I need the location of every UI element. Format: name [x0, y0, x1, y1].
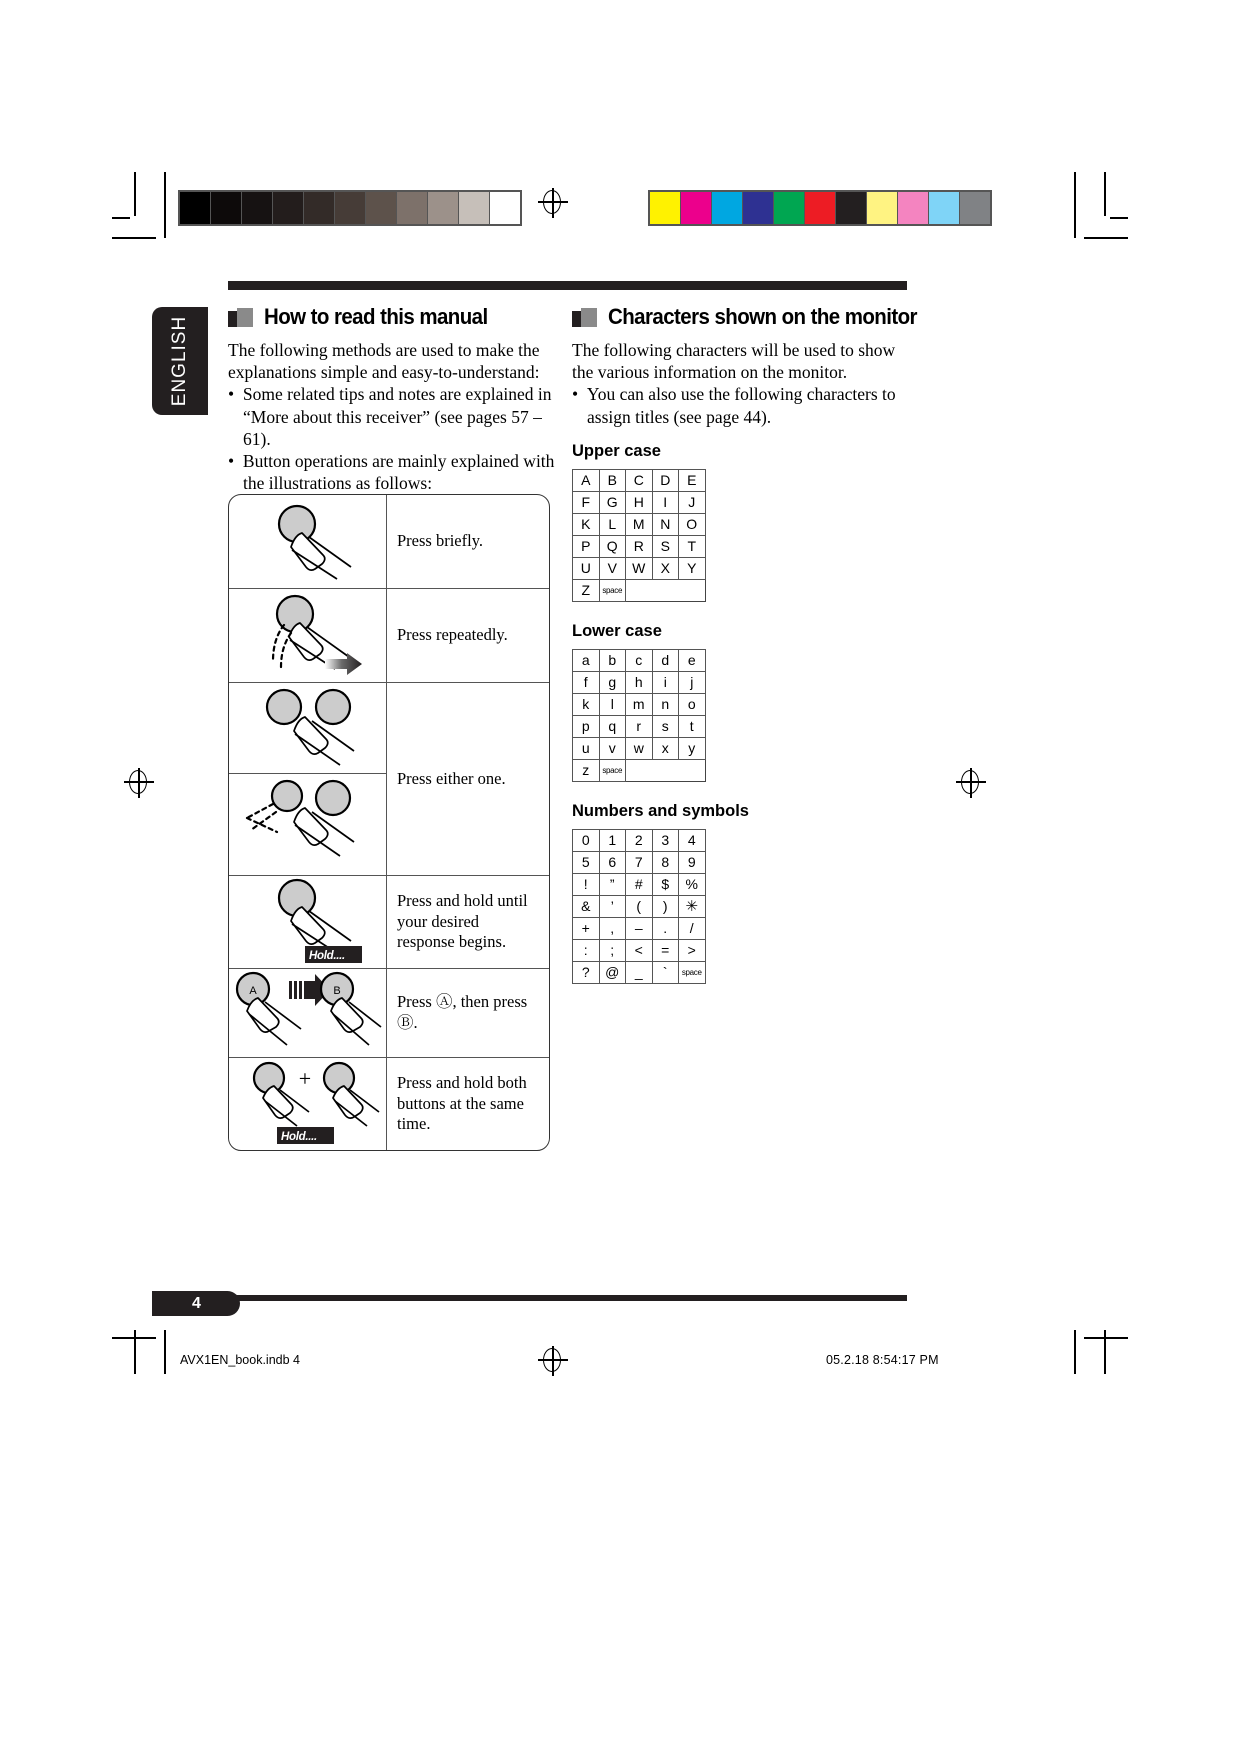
character-cell: i — [652, 671, 679, 693]
character-cell: _ — [626, 961, 653, 983]
hold-badge-label: Hold.... — [309, 950, 345, 962]
upper-case-block — [572, 442, 902, 602]
calibration-swatch — [490, 192, 520, 224]
press-either-one-illustration-b — [229, 774, 386, 864]
illustration-caption-cell — [387, 495, 549, 588]
crop-mark-tr-v2 — [1074, 172, 1076, 238]
character-cell: z — [573, 759, 600, 781]
table-row — [573, 939, 706, 961]
character-cell: ` — [652, 961, 679, 983]
right-bullet-list — [572, 383, 902, 427]
section-marker-icon — [228, 308, 253, 327]
character-cell: b — [599, 649, 626, 671]
character-cell: ” — [599, 873, 626, 895]
character-cell: 3 — [652, 829, 679, 851]
press-either-one-illustration-a — [229, 683, 386, 774]
character-cell: . — [652, 917, 679, 939]
press-a-then-b-illustration — [229, 969, 386, 1057]
calibration-swatch — [867, 192, 897, 224]
character-cell: F — [573, 491, 600, 513]
character-cell: 7 — [626, 851, 653, 873]
table-row — [573, 535, 706, 557]
character-cell: B — [599, 469, 626, 491]
calibration-swatch — [428, 192, 458, 224]
character-cell: C — [626, 469, 653, 491]
upper-case-grid — [572, 469, 706, 602]
group-title: Numbers and symbols — [572, 801, 749, 820]
character-cell: = — [652, 939, 679, 961]
character-cell: e — [679, 649, 706, 671]
character-cell: S — [652, 535, 679, 557]
illustration-caption-cell — [387, 1058, 549, 1150]
crop-mark-br-v2 — [1074, 1330, 1076, 1374]
table-row — [573, 759, 706, 781]
character-cell: ✳ — [679, 895, 706, 917]
calibration-swatch — [681, 192, 711, 224]
calibration-swatch — [960, 192, 990, 224]
character-cell: 4 — [679, 829, 706, 851]
crop-mark-bl-h — [112, 1337, 156, 1339]
character-cell: D — [652, 469, 679, 491]
press-briefly-illustration — [229, 495, 386, 588]
table-row — [573, 715, 706, 737]
character-cell: o — [679, 693, 706, 715]
character-cell: M — [626, 513, 653, 535]
illustration-cell — [229, 1058, 387, 1150]
character-cell: ) — [652, 895, 679, 917]
character-cell: p — [573, 715, 600, 737]
table-row — [573, 469, 706, 491]
character-cell: L — [599, 513, 626, 535]
list-item: • Button operations are mainly explained with the illustrations as follows: — [228, 450, 558, 494]
character-cell: k — [573, 693, 600, 715]
character-cell: : — [573, 939, 600, 961]
crop-mark-br-h — [1084, 1337, 1128, 1339]
character-cell: > — [679, 939, 706, 961]
character-cell: q — [599, 715, 626, 737]
character-cell: + — [573, 917, 600, 939]
illustration-cell — [229, 495, 387, 588]
character-cell: g — [599, 671, 626, 693]
crop-mark-tl-v2 — [164, 172, 166, 238]
character-cell: @ — [599, 961, 626, 983]
character-cell-empty — [652, 579, 679, 601]
character-cell: O — [679, 513, 706, 535]
section-marker-icon — [572, 308, 597, 327]
press-and-hold-both-illustration — [229, 1058, 386, 1150]
calibration-swatch — [712, 192, 742, 224]
registration-mark-left — [126, 770, 152, 796]
character-cell: m — [626, 693, 653, 715]
grayscale-calibration-bar — [178, 190, 522, 226]
table-row — [573, 873, 706, 895]
table-row — [573, 851, 706, 873]
character-cell: A — [573, 469, 600, 491]
crop-mark-tl-h — [112, 237, 156, 239]
character-cell: V — [599, 557, 626, 579]
character-cell: P — [573, 535, 600, 557]
right-intro-text: The following characters will be used to show the various information on the monitor. — [572, 340, 896, 383]
character-cell: – — [626, 917, 653, 939]
right-column — [572, 304, 917, 1004]
character-cell: & — [573, 895, 600, 917]
character-cell: j — [679, 671, 706, 693]
crop-mark-tr-h — [1084, 237, 1128, 239]
caption: Press and hold both buttons at the same time. — [397, 1072, 527, 1134]
right-section-title: Characters shown on the monitor — [608, 304, 917, 329]
registration-mark-top — [540, 190, 566, 216]
calibration-swatch — [929, 192, 959, 224]
calibration-swatch — [180, 192, 210, 224]
list-item: • Some related tips and notes are explained in “More about this receiver” (see pages 57 – 61). — [228, 383, 558, 450]
table-row — [573, 513, 706, 535]
calibration-swatch — [805, 192, 835, 224]
page-number: 4 — [192, 1294, 201, 1312]
character-cell: 6 — [599, 851, 626, 873]
left-bullet-list — [228, 383, 558, 494]
color-calibration-bar — [648, 190, 992, 226]
character-cell: X — [652, 557, 679, 579]
character-cell: f — [573, 671, 600, 693]
table-row — [229, 683, 549, 876]
illustration-caption-cell — [387, 683, 549, 875]
character-cell: 5 — [573, 851, 600, 873]
top-rule — [228, 281, 907, 290]
calibration-swatch — [774, 192, 804, 224]
bottom-rule — [228, 1295, 907, 1301]
illustration-caption-cell — [387, 589, 549, 682]
character-cell: Q — [599, 535, 626, 557]
character-cell-empty — [626, 759, 653, 781]
character-cell: w — [626, 737, 653, 759]
character-cell: 0 — [573, 829, 600, 851]
character-cell: 9 — [679, 851, 706, 873]
character-cell: J — [679, 491, 706, 513]
calibration-swatch — [366, 192, 396, 224]
character-cell: Y — [679, 557, 706, 579]
character-cell: Z — [573, 579, 600, 601]
character-cell: c — [626, 649, 653, 671]
calibration-swatch — [650, 192, 680, 224]
character-cell: t — [679, 715, 706, 737]
table-row — [229, 1058, 549, 1150]
illustration-caption-cell — [387, 969, 549, 1057]
table-row — [573, 961, 706, 983]
caption: Press Ⓐ, then press Ⓑ. — [397, 992, 528, 1032]
character-cell: T — [679, 535, 706, 557]
character-cell-space: space — [599, 579, 626, 601]
illustration-cell-group — [229, 683, 387, 875]
left-column — [228, 304, 558, 495]
character-cell: a — [573, 649, 600, 671]
calibration-swatch — [836, 192, 866, 224]
character-cell: r — [626, 715, 653, 737]
page-number-badge — [152, 1291, 240, 1316]
character-cell: / — [679, 917, 706, 939]
character-cell: K — [573, 513, 600, 535]
calibration-swatch — [335, 192, 365, 224]
crop-mark-tr-v — [1104, 172, 1106, 216]
character-cell: , — [599, 917, 626, 939]
illustration-cell — [229, 969, 387, 1057]
caption: Press repeatedly. — [397, 625, 508, 645]
calibration-swatch — [397, 192, 427, 224]
table-row — [229, 969, 549, 1058]
table-row — [229, 589, 549, 683]
character-cell: u — [573, 737, 600, 759]
table-row — [573, 895, 706, 917]
registration-mark-right — [958, 770, 984, 796]
right-section-header — [572, 304, 917, 330]
table-row — [573, 649, 706, 671]
left-section-header — [228, 304, 558, 330]
character-cell-empty — [652, 759, 679, 781]
character-cell: < — [626, 939, 653, 961]
character-cell-space: space — [679, 961, 706, 983]
table-row — [229, 876, 549, 969]
illustration-cell — [229, 876, 387, 968]
button-a-label: A — [249, 985, 257, 997]
group-title: Upper case — [572, 441, 661, 460]
hold-badge-label: Hold.... — [281, 1131, 317, 1143]
crop-mark-bl-v2 — [164, 1330, 166, 1374]
calibration-swatch — [898, 192, 928, 224]
calibration-swatch — [304, 192, 334, 224]
character-cell: v — [599, 737, 626, 759]
character-cell: $ — [652, 873, 679, 895]
table-row — [573, 557, 706, 579]
plus-symbol: + — [298, 1066, 312, 1091]
calibration-swatch — [273, 192, 303, 224]
table-row — [573, 693, 706, 715]
character-cell: ! — [573, 873, 600, 895]
character-cell: # — [626, 873, 653, 895]
character-cell: x — [652, 737, 679, 759]
lower-case-block — [572, 622, 902, 782]
footer-filename: AVX1EN_book.indb 4 — [180, 1353, 300, 1367]
character-cell: W — [626, 557, 653, 579]
table-row — [573, 829, 706, 851]
character-cell: 1 — [599, 829, 626, 851]
character-cell-empty — [679, 579, 706, 601]
calibration-swatch — [459, 192, 489, 224]
illustration-caption-cell — [387, 876, 549, 968]
list-item: • You can also use the following characters to assign titles (see page 44). — [572, 383, 902, 427]
character-cell: E — [679, 469, 706, 491]
table-row — [573, 917, 706, 939]
numbers-symbols-block — [572, 802, 902, 984]
lower-case-grid — [572, 649, 706, 782]
left-section-title: How to read this manual — [264, 304, 488, 329]
character-cell-empty — [679, 759, 706, 781]
character-cell: I — [652, 491, 679, 513]
calibration-swatch — [211, 192, 241, 224]
calibration-swatch — [242, 192, 272, 224]
character-cell: 2 — [626, 829, 653, 851]
character-cell: N — [652, 513, 679, 535]
table-row — [573, 491, 706, 513]
press-repeatedly-illustration — [229, 589, 386, 682]
character-cell: H — [626, 491, 653, 513]
caption: Press either one. — [397, 768, 506, 788]
table-row — [229, 495, 549, 589]
character-cell-empty — [626, 579, 653, 601]
crop-mark-tl-h2 — [112, 217, 130, 219]
language-tab — [152, 307, 208, 415]
calibration-swatch — [743, 192, 773, 224]
character-cell: R — [626, 535, 653, 557]
character-cell: n — [652, 693, 679, 715]
table-row — [573, 737, 706, 759]
character-cell: s — [652, 715, 679, 737]
character-cell: U — [573, 557, 600, 579]
character-cell: ; — [599, 939, 626, 961]
language-tab-label: ENGLISH — [169, 315, 191, 407]
press-and-hold-illustration — [229, 876, 386, 968]
table-row — [573, 671, 706, 693]
character-cell: y — [679, 737, 706, 759]
character-cell: h — [626, 671, 653, 693]
crop-mark-tr-h2 — [1110, 217, 1128, 219]
group-title: Lower case — [572, 621, 662, 640]
character-cell: ? — [573, 961, 600, 983]
caption: Press and hold until your desired response begins. — [397, 890, 528, 952]
table-row — [573, 579, 706, 601]
button-b-label: B — [333, 985, 341, 997]
registration-mark-bottom — [540, 1348, 566, 1374]
crop-mark-tl-v — [134, 172, 136, 216]
character-cell: G — [599, 491, 626, 513]
character-cell: 8 — [652, 851, 679, 873]
left-intro-text: The following methods are used to make the explanations simple and easy-to-understand: — [228, 340, 540, 383]
illustration-table — [228, 494, 550, 1151]
character-cell: ( — [626, 895, 653, 917]
character-cell: d — [652, 649, 679, 671]
character-cell: % — [679, 873, 706, 895]
character-cell-space: space — [599, 759, 626, 781]
illustration-cell — [229, 589, 387, 682]
numbers-symbols-grid — [572, 829, 706, 984]
character-cell: l — [599, 693, 626, 715]
character-cell: ’ — [599, 895, 626, 917]
footer-timestamp: 05.2.18 8:54:17 PM — [826, 1353, 939, 1367]
caption: Press briefly. — [397, 531, 483, 551]
